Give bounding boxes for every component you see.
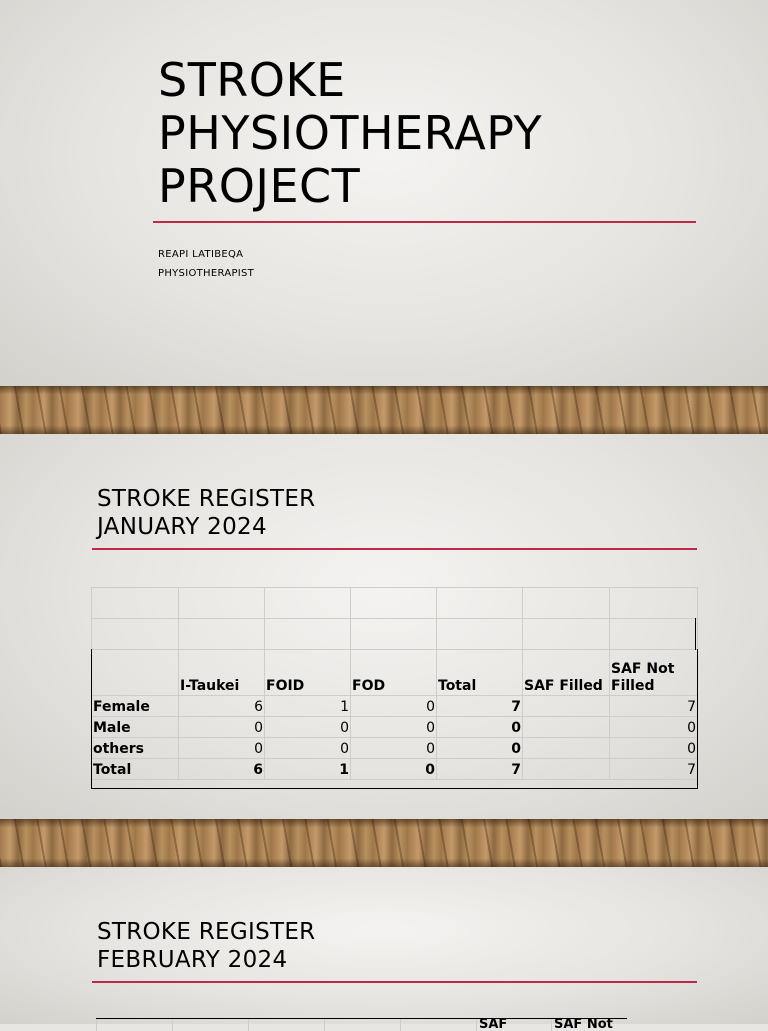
- table-cell: [523, 738, 610, 759]
- header-saf: SAF: [477, 1019, 552, 1031]
- january-register-table: [91, 587, 698, 780]
- february-register-table: [96, 1018, 627, 1031]
- table-cell: 0: [351, 696, 437, 717]
- presentation-title: STROKE PHYSIOTHERAPY PROJECT: [158, 54, 542, 213]
- table-row: [92, 738, 698, 759]
- table-row: [92, 759, 698, 780]
- row-label: Total: [92, 759, 179, 780]
- table-cell: [523, 759, 610, 780]
- table-cell: 0: [265, 738, 351, 759]
- wood-floor-divider: [0, 386, 768, 434]
- author-role: PHYSIOTHERAPIST: [158, 268, 254, 279]
- table-cell: 0: [437, 738, 523, 759]
- header-cell: [92, 650, 179, 696]
- table-cell: 0: [351, 717, 437, 738]
- slide-title-february: STROKE REGISTER FEBRUARY 2024: [97, 918, 315, 974]
- table-cell: 7: [610, 759, 698, 780]
- table-cell: 0: [437, 717, 523, 738]
- header-saf-filled: SAF Filled: [523, 650, 610, 696]
- february-register-slide: [0, 867, 768, 1024]
- header-total: Total: [437, 650, 523, 696]
- table-cell: 1: [265, 759, 351, 780]
- table-row: [92, 696, 698, 717]
- january-register-slide: [0, 434, 768, 820]
- row-label: Male: [92, 717, 179, 738]
- author-name: REAPI LATIBEQA: [158, 249, 243, 260]
- header-itaukei: I-Taukei: [179, 650, 265, 696]
- table-cell: 0: [265, 717, 351, 738]
- table-cell: 0: [610, 717, 698, 738]
- table-cell: 0: [351, 738, 437, 759]
- table-cell: 1: [265, 696, 351, 717]
- january-title-divider: [92, 548, 697, 550]
- header-foid: FOID: [265, 650, 351, 696]
- table-cell: 7: [437, 696, 523, 717]
- table-cell: 7: [610, 696, 698, 717]
- table-cell: 6: [179, 759, 265, 780]
- slide-title-january: STROKE REGISTER JANUARY 2024: [97, 485, 315, 541]
- title-slide: [0, 0, 768, 387]
- table-cell: [523, 717, 610, 738]
- table-cell: 0: [351, 759, 437, 780]
- table-cell: 6: [179, 696, 265, 717]
- table-cell: [523, 696, 610, 717]
- table-row: [92, 717, 698, 738]
- header-fod: FOD: [351, 650, 437, 696]
- table-cell: 7: [437, 759, 523, 780]
- table-cell: 0: [179, 717, 265, 738]
- header-saf-not-filled: SAF Not Filled: [610, 650, 698, 696]
- header-saf-not: SAF Not: [552, 1019, 627, 1031]
- title-divider: [153, 221, 696, 223]
- table-cell: 0: [179, 738, 265, 759]
- table-cell: 0: [610, 738, 698, 759]
- february-title-divider: [92, 981, 697, 983]
- row-label: Female: [92, 696, 179, 717]
- wood-floor-divider: [0, 819, 768, 867]
- row-label: others: [92, 738, 179, 759]
- table-header-row: [92, 650, 698, 696]
